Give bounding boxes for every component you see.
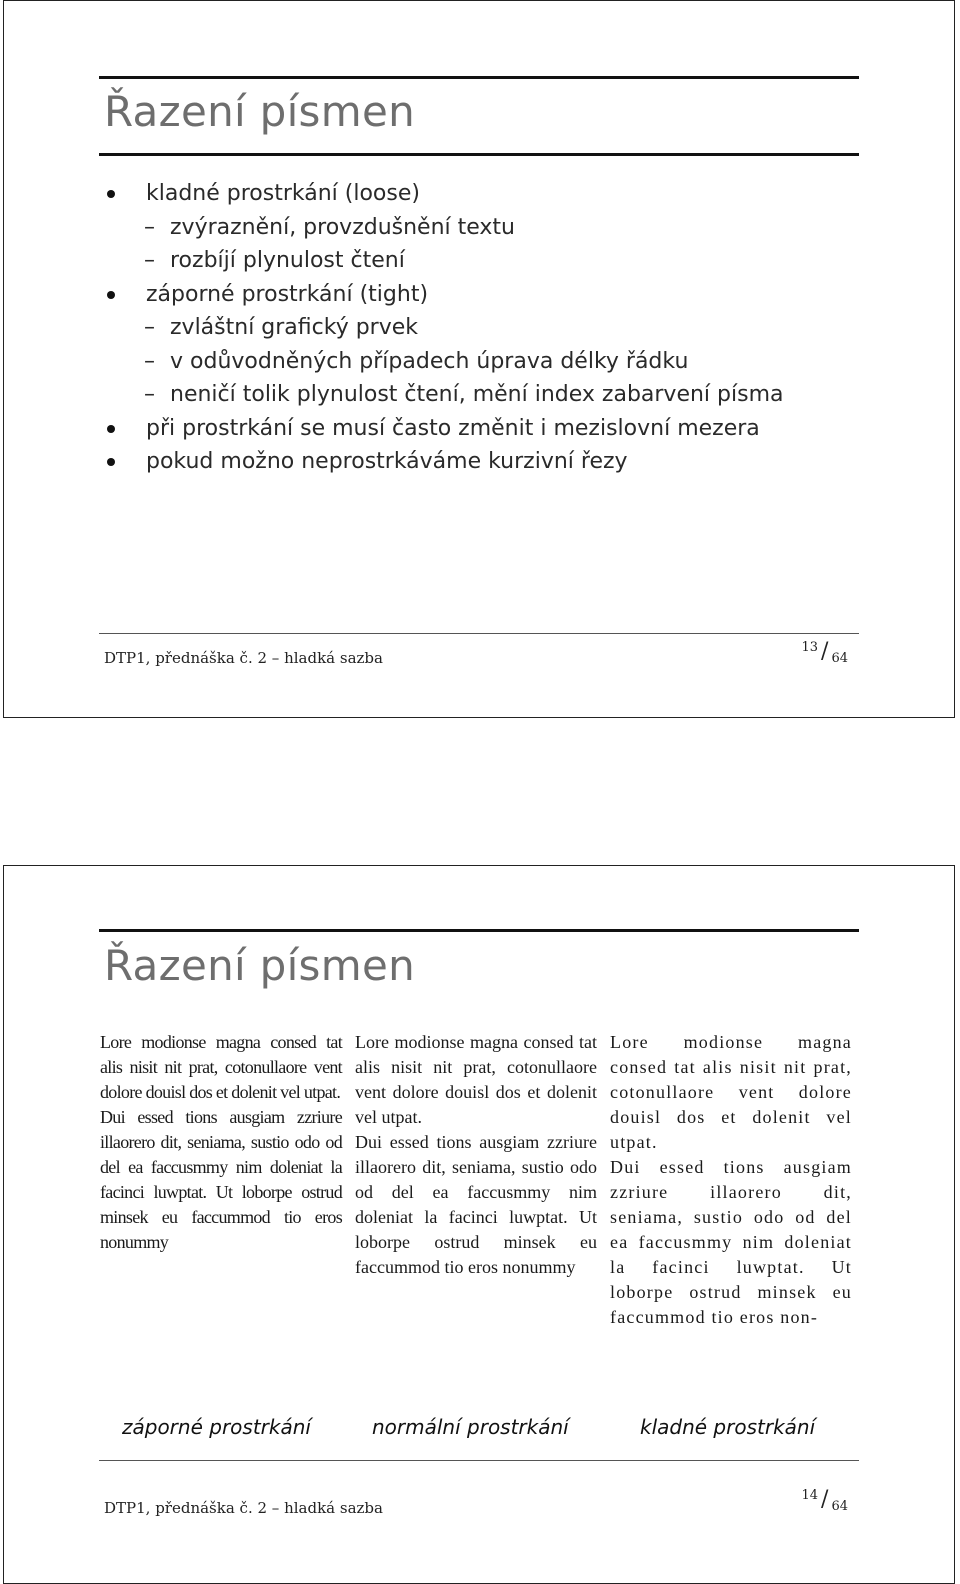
footer-rule <box>99 633 859 634</box>
column-normal-tracking <box>355 1030 597 1280</box>
list-item: při prostrkání se musí často změnit i mezislovní mezera <box>104 412 850 446</box>
total-pages: 64 <box>831 1499 848 1514</box>
paragraph: Lore modionse magna consed tat alis nisit nit prat, cotonullaore vent dolore douisl dos et dolenit vel utpat. <box>100 1032 342 1102</box>
paragraph: Lore modionse magna consed tat alis nisit nit prat, cotonullaore vent dolore douisl dos et dolenit vel utpat. <box>355 1032 597 1127</box>
title-rule-top <box>99 76 859 79</box>
current-page: 13 <box>801 640 819 655</box>
title-rule-top <box>99 929 859 932</box>
page-number <box>801 639 848 666</box>
page-number <box>801 1487 848 1514</box>
list-subitem: – zvláštní grafický prvek <box>104 311 850 345</box>
caption-normal: normální prostrkání <box>372 1415 569 1439</box>
caption-loose: kladné prostrkání <box>640 1415 816 1439</box>
title-rule-bottom <box>99 153 859 156</box>
list-item: pokud možno neprostrkáváme kurzivní řezy <box>104 445 850 479</box>
list-subitem: – zvýraznění, provzdušnění textu <box>104 211 850 245</box>
slide-title: Řazení písmen <box>104 941 416 990</box>
slide-13 <box>3 0 955 718</box>
footer-course: DTP1, přednáška č. 2 – hladká sazba <box>104 1499 383 1517</box>
footer-rule <box>99 1460 859 1461</box>
paragraph: Lore modionse magna consed tat alis nisit nit prat, cotonullaore vent dolore douisl dos et dolenit vel utpat. <box>610 1032 852 1152</box>
slide-title: Řazení písmen <box>104 87 416 136</box>
list-subitem: – v odůvodněných případech úprava délky řádku <box>104 345 850 379</box>
list-subitem: – neničí tolik plynulost čtení, mění index zabarvení písma <box>104 378 850 412</box>
paragraph: Dui essed tions ausgiam zzriure illaorero dit, seniama, sustio odo od del ea faccusmmy nim doleniat la facinci luwptat. Ut loborpe ostrud minsek eu faccummod tio eros non- <box>610 1157 852 1327</box>
column-loose-tracking <box>610 1030 852 1330</box>
current-page: 14 <box>801 1488 819 1503</box>
total-pages: 64 <box>831 651 848 666</box>
paragraph: Dui essed tions ausgiam zzriure illaorero dit, seniama, sustio odo od del ea faccusmmy nim doleniat la facinci luwptat. Ut loborpe ostrud minsek eu faccummod tio eros nonummy <box>100 1107 342 1252</box>
page-slash: / <box>821 1487 829 1512</box>
list-item: záporné prostrkání (tight) <box>104 278 850 312</box>
paragraph: Dui essed tions ausgiam zzriure illaorero dit, seniama, sustio odo od del ea faccusmmy nim doleniat la facinci luwptat. Ut loborpe ostrud minsek eu faccummod tio eros nonummy <box>355 1132 597 1277</box>
page-slash: / <box>821 639 829 664</box>
bullet-list <box>104 177 850 479</box>
column-tight-tracking <box>100 1030 342 1255</box>
caption-tight: záporné prostrkání <box>122 1415 311 1439</box>
list-item: kladné prostrkání (loose) <box>104 177 850 211</box>
list-subitem: – rozbíjí plynulost čtení <box>104 244 850 278</box>
footer-course: DTP1, přednáška č. 2 – hladká sazba <box>104 649 383 667</box>
